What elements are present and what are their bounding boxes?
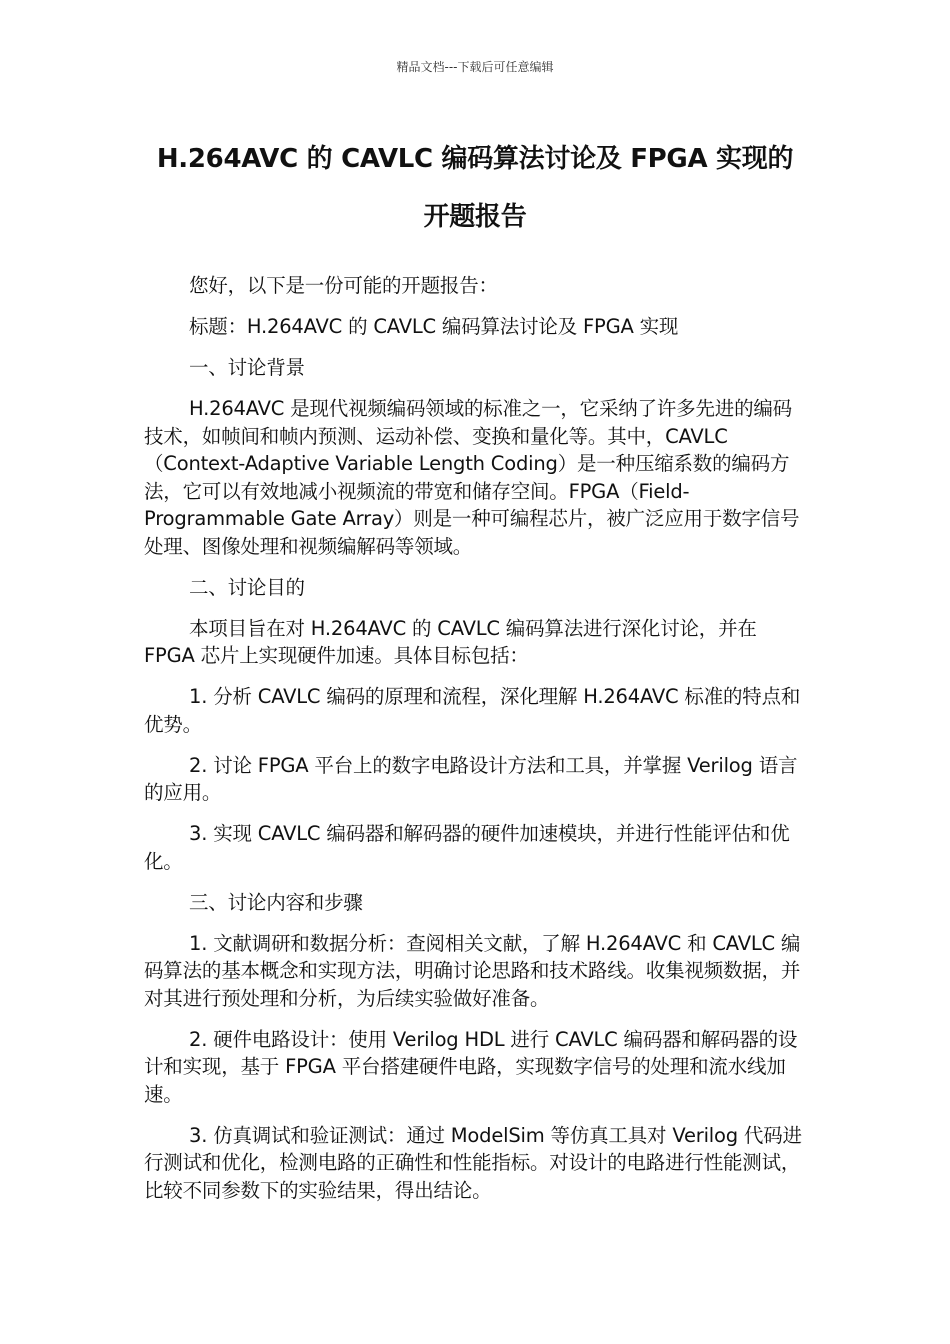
greeting-paragraph: 您好，以下是一份可能的开题报告： — [189, 274, 498, 297]
title-line-1: H.264AVC 的 CAVLC 编码算法讨论及 FPGA 实现的 — [156, 144, 794, 174]
header-note: 精品文档---下载后可任意编辑 — [396, 60, 554, 74]
purpose-item-1: 1. 分析 CAVLC 编码的原理和流程，深化理解 H.264AVC 标准的特点和优势。 — [144, 685, 801, 736]
background-paragraph: H.264AVC 是现代视频编码领域的标准之一，它采纳了许多先进的编码技术，如帧间和帧内预测、运动补偿、变换和量化等。其中，CAVLC（Context-Adaptive Variable Length Coding）是一种压缩系数的编码方法，它可以有效地减小视频流的带宽和储存空间。FPGA（Field-Programmable Gate Array）则是一种可编程芯片，被广泛应用于数字信号处理、图像处理和视频编解码等领域。 — [144, 397, 800, 558]
purpose-item-3: 3. 实现 CAVLC 编码器和解码器的硬件加速模块，并进行性能评估和优化。 — [144, 822, 790, 873]
content-item-1: 1. 文献调研和数据分析：查阅相关文献，了解 H.264AVC 和 CAVLC 编码算法的基本概念和实现方法，明确讨论思路和技术路线。收集视频数据，并对其进行预处理和分析，为后续实验做好准备。 — [144, 931, 801, 1010]
content-item-3: 3. 仿真调试和验证测试：通过 ModelSim 等仿真工具对 Verilog 代码进行测试和优化，检测电路的正确性和性能指标。对设计的电路进行性能测试，比较不同参数下的实验结果，得出结论。 — [144, 1123, 802, 1202]
section-heading-purpose: 二、讨论目的 — [189, 575, 305, 599]
purpose-paragraph: 本项目旨在对 H.264AVC 的 CAVLC 编码算法进行深化讨论，并在 FPGA 芯片上实现硬件加速。具体目标包括： — [144, 616, 757, 667]
subject-paragraph: 标题：H.264AVC 的 CAVLC 编码算法讨论及 FPGA 实现 — [189, 315, 679, 338]
title-line-2: 开题报告 — [423, 202, 527, 232]
document-body — [144, 272, 804, 1218]
document-title — [100, 130, 850, 246]
section-heading-background: 一、讨论背景 — [189, 356, 305, 379]
purpose-item-2: 2. 讨论 FPGA 平台上的数字电路设计方法和工具，并掌握 Verilog 语言的应用。 — [144, 753, 798, 804]
section-heading-content: 三、讨论内容和步骤 — [189, 890, 363, 914]
content-item-2: 2. 硬件电路设计：使用 Verilog HDL 进行 CAVLC 编码器和解码器的设计和实现，基于 FPGA 平台搭建硬件电路，实现数字信号的处理和流水线加速。 — [144, 1027, 798, 1106]
